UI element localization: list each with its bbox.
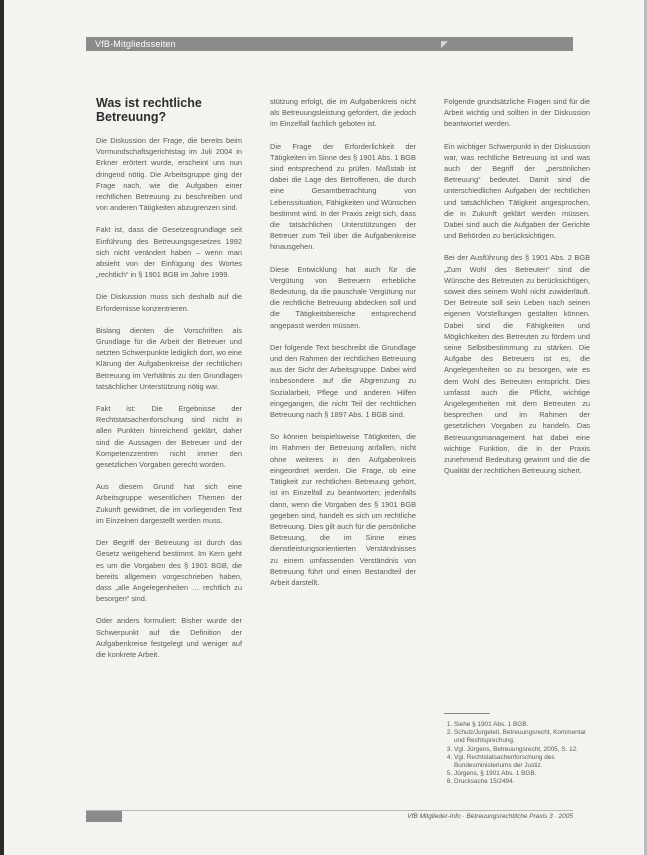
page-footer [86, 810, 573, 822]
footnote: 6. Drucksache 15/2494. [454, 778, 590, 786]
column-2 [270, 96, 416, 599]
article-title: Was ist rechtliche Betreuung? [96, 96, 202, 124]
footnote: 5. Jürgens, § 1901 Abs. 1 BGB. [454, 770, 590, 778]
paragraph: Der folgende Text beschreibt die Grundlage und den Rahmen der rechtlichen Betreuung aus der Sicht der Arbeitsgruppe. Dabei wird insbesondere auf die Abgrenzung zu Sozialarbeit, Pflege und anderen Hilfen eingegangen, die nicht Teil der rechtlichen Betreuung nach § 1897 Abs. 1 BGB sind. [270, 342, 416, 420]
paragraph: Der Begriff der Betreuung ist durch das Gesetz weitgehend bestimmt. Im Kern geht es um die Vorgaben des § 1901 BGB, die bereits allgemein vorgeschrieben haben, dass „alle Angelegenheiten … rechtlich zu besorgen“ sind. [96, 538, 242, 604]
paragraph: Die Diskussion der Frage, die bereits beim Vormundschaftsgerichtstag im Juli 2004 in Erkner erörtert wurde, erscheint uns nun dringend nötig. Die Arbeitsgruppe ging der Frage nach, wie die Aufgaben einer rechtlichen Betreuung zu beschreiben und von anderen Tätigkeiten abzugrenzen sind. [96, 136, 242, 213]
paragraph: So können beispielsweise Tätigkeiten, die im Rahmen der Betreuung anfallen, nicht ohne weiteres in den Aufgabenkreis eingeordnet werden. Die Frage, ob eine Tätigkeit zur rechtlichen Betreuung gehört, ist im Einzelfall zu beantworten; jedenfalls dann, wenn die Vorgaben des § 1901 BGB gegeben sind, handelt es sich um rechtliche Betreuung. Dies gilt auch für die persönliche Betreuung, die im Sinne eines dienstleistungsorientierten Verständnisses zu einem umfassenden Verständnis von Betreuung führt und einen Bestandteil der Arbeit darstellt. [270, 432, 416, 587]
column-3 [444, 96, 590, 488]
paragraph: Die Frage der Erforderlichkeit der Tätigkeiten im Sinne des § 1901 Abs. 1 BGB sind entsprechend zu prüfen. Maßstab ist dabei die Lage des Betroffenen, die durch eine Gesamtbetrachtung von Lebenssituation, Fähigkeiten und Wünschen bestimmt wird. In der Praxis zeigt sich, dass die tatsächlichen Unterstützungen der Betreuer zum Teil über die Aufgabenkreise hinausgehen. [270, 141, 416, 252]
paragraph: Bei der Ausführung des § 1901 Abs. 2 BGB „Zum Wohl des Betreuten“ sind die Wünsche des Betreuten zu berücksichtigen, soweit dies seinem Wohl nicht zuwiderläuft. Der Betreute soll sein Leben nach seinen eigenen Vorstellungen gestalten können. Dabei sind die Fähigkeiten und Möglichkeiten des Betreuten zu fördern und seine Selbstbestimmung zu stärken. Die Aufgabe des Betreuers ist es, die Angelegenheiten so zu besorgen, wie es dem Wohl des Betreuten entspricht. Dies umfasst auch die Pflicht, wichtige Angelegenheiten mit dem Betreuten zu besprechen und im Rahmen der gesetzlichen Vorgaben zu handeln. Das Betreuungsmanagement hat dabei eine wichtige Funktion, die in der Praxis zunehmend Bedeutung gewinnt und die die Qualität der rechtlichen Betreuung sichert. [444, 253, 590, 476]
corner-mark-icon: ◤ [441, 39, 448, 49]
footnote: 4. Vgl. Rechtstatsachenforschung des Bundesministeriums der Justiz. [454, 754, 590, 770]
section-header-label: VfB-Mitgliedsseiten [95, 39, 176, 49]
paragraph: Ein wichtiger Schwerpunkt in der Diskussion war, was rechtliche Betreuung ist und was auch der Begriff der „persönlichen Betreuung“ bedeutet. Damit sind die unterschiedlichen Aufgaben der rechtlichen und tatsächlichen Tätigkeit angesprochen, die in Zukunft geklärt werden müssen. Dabei sind auch die Aufgaben der Gerichte und Behörden zu berücksichtigen. [444, 141, 590, 241]
paragraph: Diese Entwicklung hat auch für die Vergütung von Betreuern erhebliche Bedeutung, da die pauschale Vergütung nur die rechtliche Betreuung abdecken soll und die Tätigkeitsbereiche entsprechend angepasst werden müssen. [270, 264, 416, 330]
page-number [86, 811, 122, 822]
paragraph: Folgende grundsätzliche Fragen sind für die Arbeit wichtig und sollten in der Diskussion beantwortet werden. [444, 97, 590, 129]
column-1 [96, 96, 242, 671]
footnote-divider [444, 713, 490, 714]
paragraph: Bislang dienten die Vorschriften als Grundlage für die Arbeit der Betreuer und setzten Schwerpunkte lediglich dort, wo eine Klärung der Aufgabenkreise der rechtlichen Betreuung im Verhältnis zu den Grundlagen tatsächlicher Unterstützung nötig war. [96, 325, 242, 391]
paragraph: Fakt ist: Die Ergebnisse der Rechtstatsachenforschung sind nicht in allen Punkten hinreichend geklärt, daher sind die Aussagen der Betreuer und der Kompetenzzentren nicht immer den gesetzlichen Vorgaben gerecht worden. [96, 404, 242, 470]
paragraph: Aus diesem Grund hat sich eine Arbeitsgruppe wesentlichen Themen der Zukunft gewidmet, die im vorliegenden Text im Einzelnen dargestellt werden muss. [96, 482, 242, 525]
footnote: 3. Vgl. Jürgens, Betreuungsrecht, 2005, S. 12. [454, 746, 590, 754]
footnotes [444, 713, 590, 787]
footnote: 1. Siehe § 1901 Abs. 1 BGB. [454, 721, 590, 729]
paragraph: stützung erfolgt, die im Aufgabenkreis nicht als Betreuungsleistung gefordert, die jedoch im Einzelfall fachlich geboten ist. [270, 97, 416, 129]
section-header [86, 37, 573, 51]
scan-edge-left [0, 0, 4, 855]
footnote: 2. Schulz/Jurgeleit, Betreuungsrecht, Kommentar und Rechtsprechung. [454, 729, 590, 745]
paragraph: Fakt ist, dass die Gesetzesgrundlage seit Einführung des Betreuungsgesetzes 1992 sich nicht verändert haben – wenn man absieht von der Einfügung des Wortes „rechtlich“ in § 1901 BGB im Jahre 1999. [96, 225, 242, 280]
paragraph: Oder anders formuliert: Bisher wurde der Schwerpunkt auf die Definition der Aufgabenkreise festgelegt und weniger auf die konkrete Arbeit. [96, 616, 242, 659]
paragraph: Die Diskussion muss sich deshalb auf die Erfordernisse konzentrieren. [96, 292, 242, 313]
journal-name: VfB Mitglieder-Info · Betreuungsrechtliche Praxis 3 · 2005 [407, 813, 573, 820]
